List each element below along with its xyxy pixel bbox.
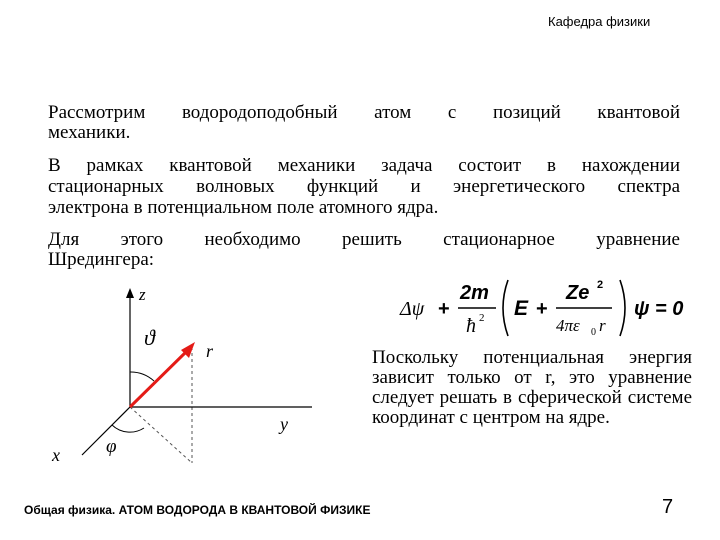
- theta-label: ϑ: [144, 325, 155, 350]
- phi-arc: [112, 425, 144, 432]
- projection-line-radial: [130, 407, 192, 463]
- epsilon-subscript: 0: [591, 327, 596, 338]
- radius-vector: [130, 350, 188, 407]
- paragraph-2-line-3: электрона в потенциальном поле атомного ядра.: [48, 197, 439, 218]
- paragraph-3-line-1: Для этого необходимо решить стационарное уравнение: [48, 229, 680, 250]
- Ze-exponent: 2: [597, 279, 604, 291]
- phi-label: φ: [106, 436, 117, 457]
- paragraph-2-line-1: В рамках квантовой механики задача состоит в нахождении: [48, 155, 680, 176]
- plus-sign-2: +: [536, 298, 548, 320]
- y-label: y: [280, 414, 288, 434]
- laplacian-psi: Δψ: [400, 298, 425, 320]
- fraction-denominator-4pieps: 4πε: [556, 316, 580, 335]
- theta-arc: [130, 372, 154, 381]
- footer-title: Общая физика. АТОМ ВОДОРОДА В КВАНТОВОЙ ФИЗИКЕ: [24, 503, 371, 517]
- fraction-numerator-2m: 2m: [460, 282, 489, 304]
- spherical-coordinates-diagram: [20, 280, 340, 500]
- department-label: Кафедра физики: [548, 14, 651, 29]
- r-label: r: [206, 341, 214, 361]
- plus-sign: +: [438, 298, 450, 320]
- psi-equals-zero: ψ = 0: [634, 298, 684, 320]
- paragraph-2-line-2: стационарных волновых функций и энергетического спектра: [48, 176, 680, 197]
- x-label: x: [52, 445, 60, 465]
- schrodinger-equation: [400, 270, 700, 340]
- paragraph-1-line-2: механики.: [48, 122, 131, 143]
- denominator-r: r: [599, 316, 606, 335]
- left-parenthesis: [503, 280, 508, 336]
- hbar-exponent: 2: [479, 312, 485, 324]
- page-number: 7: [662, 496, 674, 518]
- fraction-denominator-hbar: ħ: [466, 315, 476, 337]
- right-parenthesis: [620, 280, 625, 336]
- fraction-numerator-Ze: Ze: [566, 282, 590, 304]
- paragraph-1-line-1: Рассмотрим водородоподобный атом с позиций квантовой: [48, 102, 680, 123]
- z-label: z: [139, 285, 146, 304]
- energy-E: E: [514, 297, 529, 320]
- explanation-text: Поскольку потенциальная энергия зависит только от r, это уравнение следует решать в сферической системе координат с центром на ядре.: [372, 347, 692, 428]
- z-axis-arrow: [126, 288, 134, 298]
- paragraph-3-line-2: Шредингера:: [48, 249, 155, 270]
